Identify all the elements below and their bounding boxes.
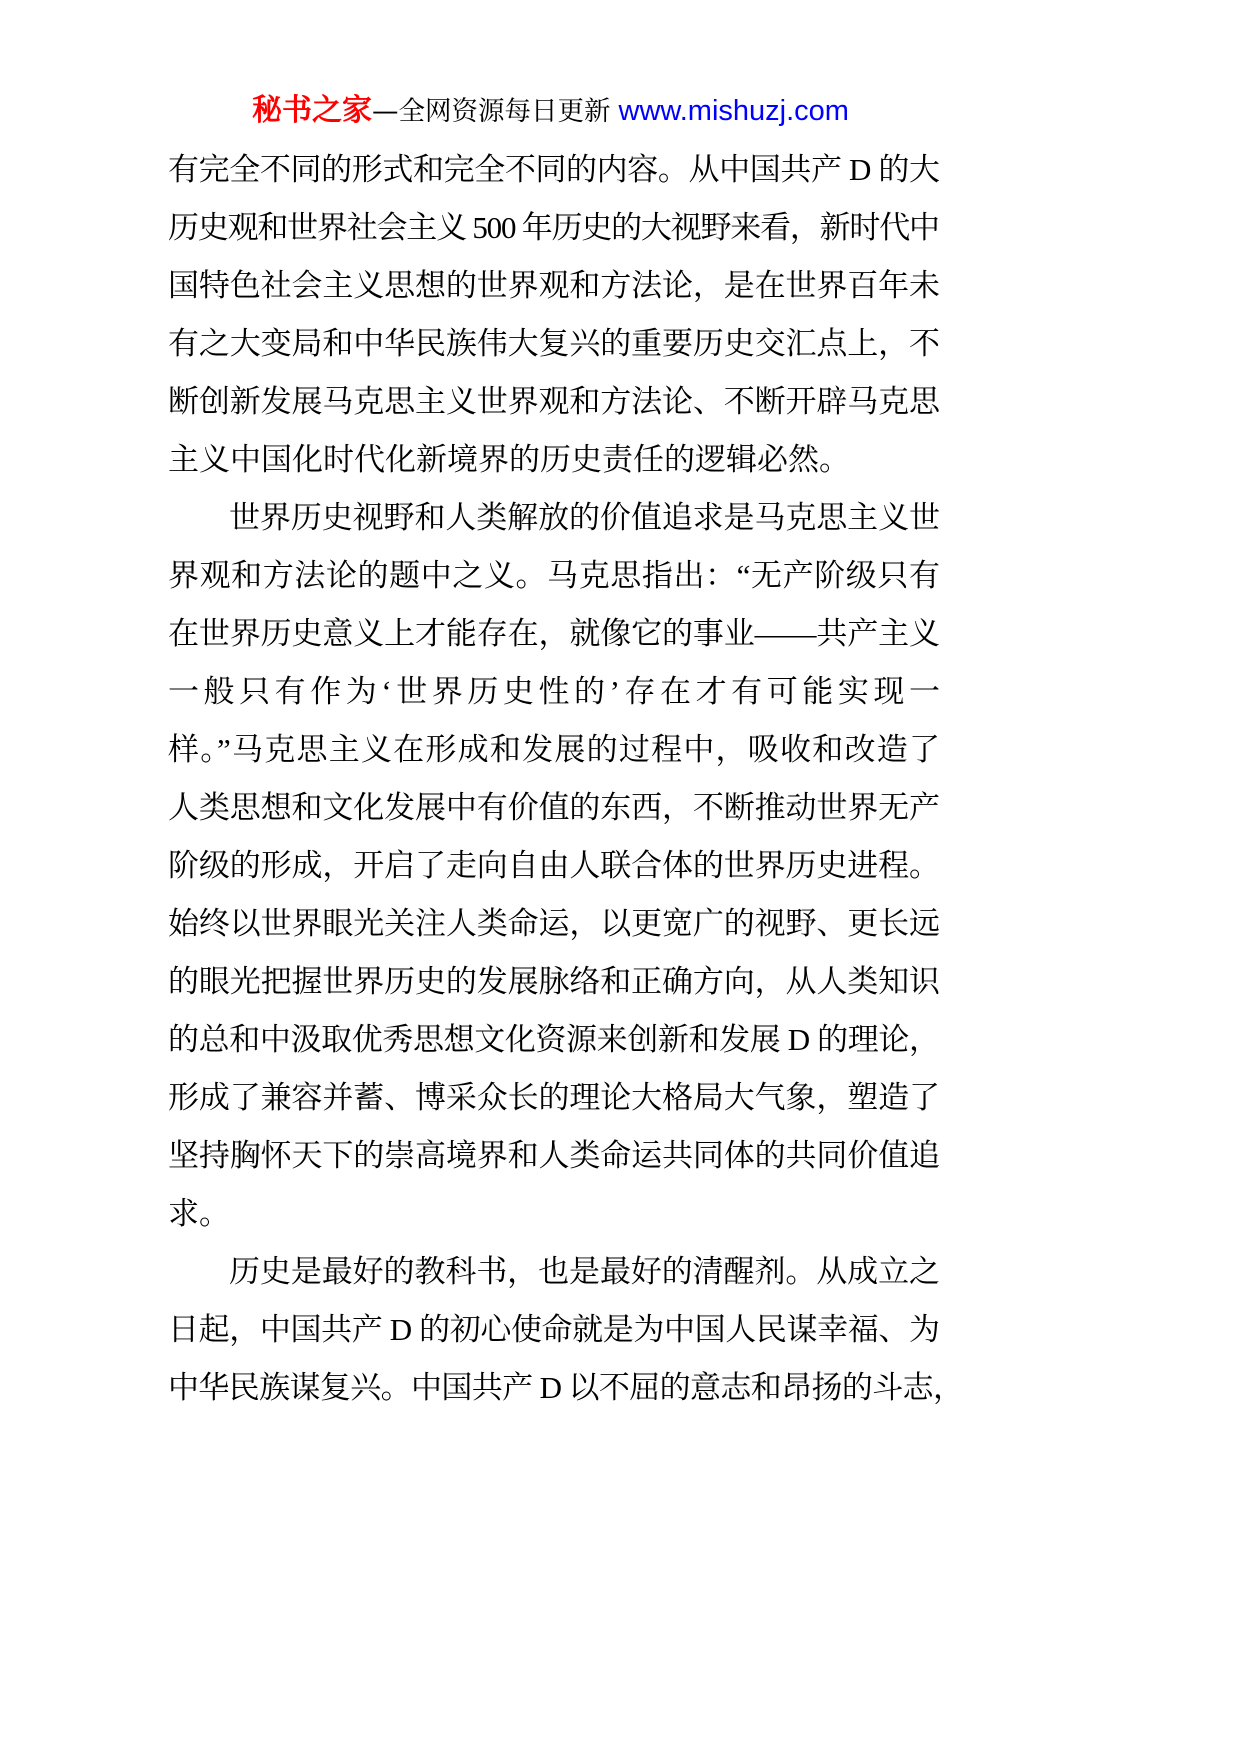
text-line: 形成了兼容并蓄、博采众长的理论大格局大气象，塑造了 bbox=[168, 1080, 940, 1115]
header-tagline: —全网资源每日更新 bbox=[372, 96, 611, 127]
paragraph bbox=[168, 1243, 964, 1417]
text-line: 样。”马克思主义在形成和发展的过程中，吸收和改造了 bbox=[168, 732, 942, 767]
document-body bbox=[168, 141, 964, 1417]
text-line: 有之大变局和中华民族伟大复兴的重要历史交汇点上，不 bbox=[168, 326, 940, 361]
site-header bbox=[252, 91, 849, 131]
paragraph bbox=[168, 489, 945, 1243]
text-line: 日起，中国共产 D 的初心使命就是为中国人民谋幸福、为 bbox=[168, 1312, 940, 1347]
site-url-link[interactable]: www.mishuzj.com bbox=[618, 95, 849, 127]
text-line: 的眼光把握世界历史的发展脉络和正确方向，从人类知识 bbox=[168, 964, 940, 999]
text-line: 历史观和世界社会主义 500 年历史的大视野来看，新时代中 bbox=[168, 210, 939, 245]
text-line: 阶级的形成，开启了走向自由人联合体的世界历史进程。 bbox=[168, 848, 940, 883]
text-line: 界观和方法论的题中之义。马克思指出：“无产阶级只有 bbox=[168, 558, 941, 593]
text-line: 一般只有作为‘世界历史性的’存在才有可能实现一 bbox=[168, 674, 945, 709]
paragraph bbox=[168, 141, 940, 489]
text-line: 断创新发展马克思主义世界观和方法论、不断开辟马克思 bbox=[168, 384, 940, 419]
text-line: 中华民族谋复兴。中国共产 D 以不屈的意志和昂扬的斗志， bbox=[168, 1370, 964, 1405]
text-line: 坚持胸怀天下的崇高境界和人类命运共同体的共同价值追 bbox=[168, 1138, 940, 1173]
text-line: 在世界历史意义上才能存在，就像它的事业——共产主义 bbox=[168, 616, 940, 651]
brand-name: 秘书之家 bbox=[252, 93, 372, 128]
text-line: 的总和中汲取优秀思想文化资源来创新和发展 D 的理论， bbox=[168, 1022, 940, 1057]
text-line: 有完全不同的形式和完全不同的内容。从中国共产 D 的大 bbox=[168, 152, 940, 187]
text-line: 人类思想和文化发展中有价值的东西，不断推动世界无产 bbox=[168, 790, 940, 825]
text-line: 主义中国化时代化新境界的历史责任的逻辑必然。 bbox=[168, 442, 850, 477]
text-line: 国特色社会主义思想的世界观和方法论，是在世界百年未 bbox=[168, 268, 940, 303]
text-line: 世界历史视野和人类解放的价值追求是马克思主义世 bbox=[229, 500, 940, 535]
text-line: 历史是最好的教科书，也是最好的清醒剂。从成立之 bbox=[229, 1254, 940, 1289]
text-line: 求。 bbox=[168, 1196, 230, 1231]
text-line: 始终以世界眼光关注人类命运，以更宽广的视野、更长远 bbox=[168, 906, 940, 941]
